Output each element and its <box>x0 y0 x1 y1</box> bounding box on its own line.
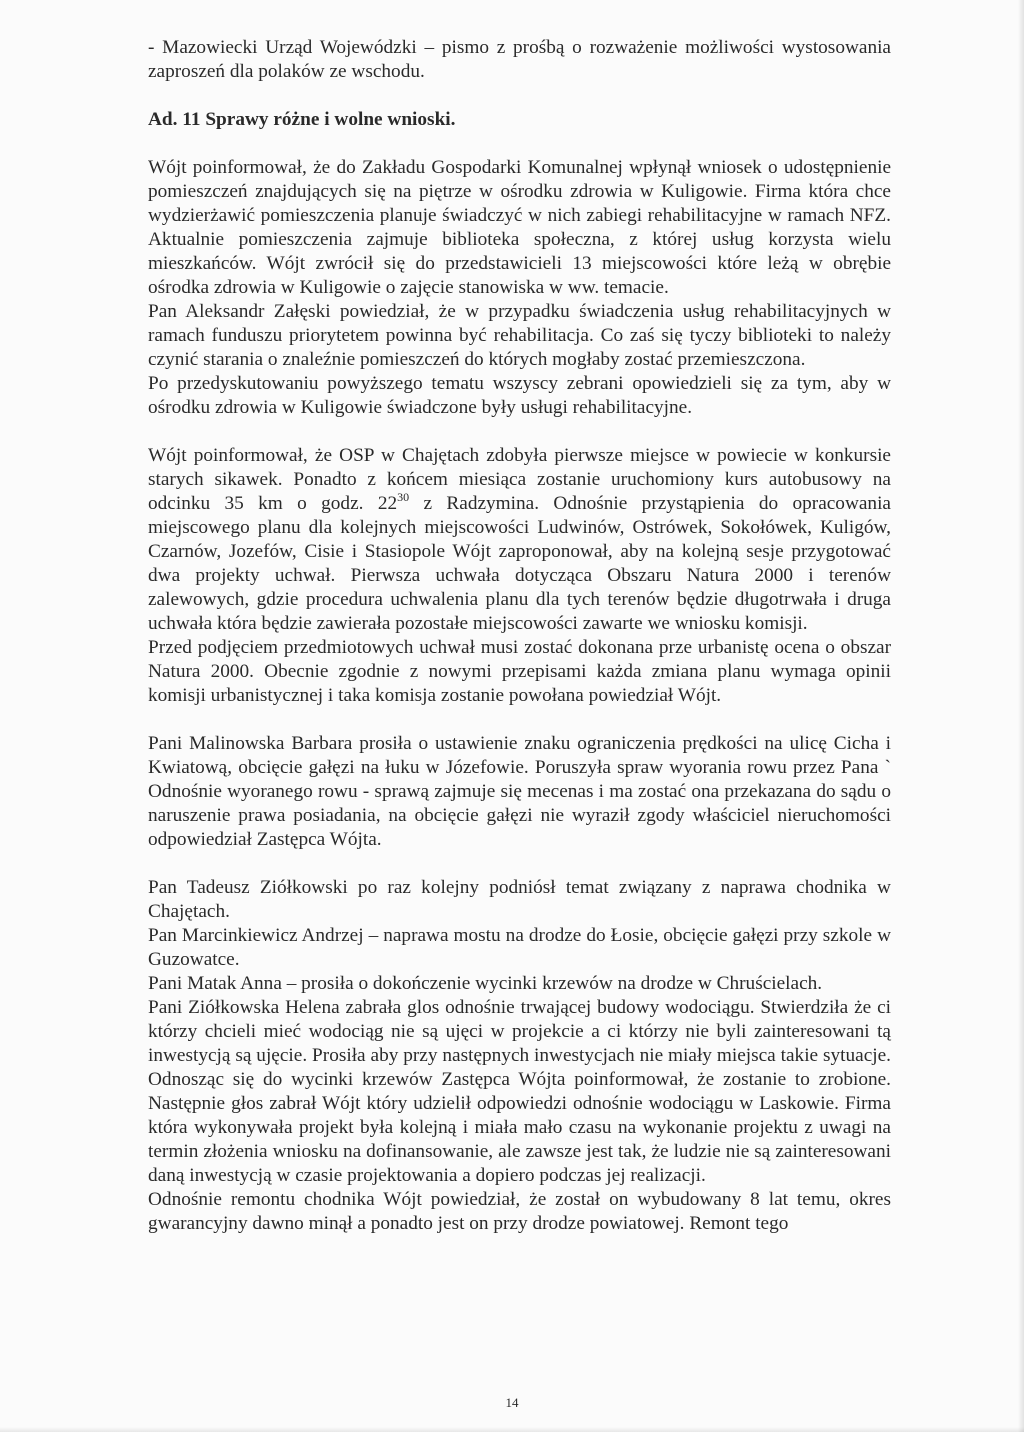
paragraph-malinowska: Pani Malinowska Barbara prosiła o ustawienie znaku ograniczenia prędkości na ulicę Cicha i Kwiatową, obcięcie gałęzi na łuku w Józefowie. Poruszyła spraw wyorania rowu przez Pana ` Odnośnie wyoranego rowu - sprawą zajmuje się mecenas i ma zostać ona przekazana do sądu o naruszenie prawa posiadania, na obcięcie gałęzi nie wyraził zgody właściciel nieruchomości odpowiedział Zastępca Wójta. <box>148 733 891 850</box>
paragraph-ziolkowski: Pan Tadeusz Ziółkowski po raz kolejny podniósł temat związany z naprawa chodnika w Chajętach. <box>148 877 891 922</box>
paragraph-zaleski: Pan Aleksandr Załęski powiedział, że w przypadku świadczenia usług rehabilitacyjnych w ramach funduszu priorytetem powinna być rehabilitacja. Co zaś się tyczy biblioteki to należy czynić starania o znaleźnie pomieszczeń do których mogłaby zostać przemieszczona. <box>148 301 891 370</box>
paragraph-marcinkiewicz: Pan Marcinkiewicz Andrzej – naprawa mostu na drodze do Łosie, obcięcie gałęzi przy szkole w Guzowatce. <box>148 925 891 970</box>
page-bottom-shadow <box>0 1427 1024 1432</box>
paragraph-osp-and-plans <box>148 444 891 636</box>
paragraph-mazowiecki: - Mazowiecki Urząd Wojewódzki – pismo z prośbą o rozważenie możliwości wystosowania zaproszeń dla polaków ze wschodu. <box>148 37 891 82</box>
paragraph-osp-part2: z Radzymina. Odnośnie przystąpienia do opracowania miejscowego planu dla kolejnych miejscowości Ludwinów, Ostrówek, Sokołówek, Kuligów, Czarnów, Jozefów, Cisie i Stasiopole Wójt zaproponował, aby na kolejną sesje przygotować dwa projekty uchwał. Pierwsza uchwała dotycząca Obszaru Natura 2000 i terenów zalewowych, gdzie procedura uchwalenia planu dla tych terenów będzie długotrwała i druga uchwała która będzie zawierała pozostałe miejscowości zawarte we wniosku komisji. <box>148 493 891 634</box>
time-superscript: 30 <box>397 490 410 504</box>
paragraph-natura-assessment: Przed podjęciem przedmiotowych uchwał musi zostać dokonana prze urbanistę ocena o obszar Natura 2000. Obecnie zgodnie z nowymi przepisami każda zmiana planu wymaga opinii komisji urbanistycznej i taka komisja zostanie powołana powiedział Wójt. <box>148 637 891 706</box>
paragraph-matak: Pani Matak Anna – prosiła o dokończenie wycinki krzewów na drodze w Chruścielach. <box>148 973 823 994</box>
document-body <box>148 36 891 1236</box>
paragraph-sidewalk-repair: Odnośnie remontu chodnika Wójt powiedział, że został on wybudowany 8 lat temu, okres gwarancyjny dawno minął a ponadto jest on przy drodze powiatowej. Remont tego <box>148 1189 891 1234</box>
page-number: 14 <box>505 1395 519 1410</box>
page-edge-shadow <box>1018 0 1024 1432</box>
paragraph-decision: Po przedyskutowaniu powyższego tematu wszyscy zebrani opowiedzieli się za tym, aby w ośrodku zdrowia w Kuligowie świadczone były usługi rehabilitacyjne. <box>148 373 891 418</box>
paragraph-ziolkowska: Pani Ziółkowska Helena zabrała glos odnośnie trwającej budowy wodociągu. Stwierdziła że ci którzy chcieli mieć wodociąg nie są ujęci w projekcie a ci którzy nie byli zainteresowani tą inwestycją są ujęcie. Prosiła aby przy następnych inwestycjach nie miały miejsca takie sytuacje. Odnosząc się do wycinki krzewów Zastępca Wójta poinformował, że zostanie to zrobione. Następnie głos zabrał Wójt który udzielił odpowiedzi odnośnie wodociągu w Laskowie. Firma która wykonywała projekt była kolejną i miała mało czasu na wykonanie projektu z uwagi na termin złożenia wniosku na dofinansowanie, ale zawsze jest tak, że ludzie nie są zainteresowani daną inwestycją w czasie projektowania a dopiero podczas jej realizacji. <box>148 997 891 1186</box>
paragraph-osp-part1: Wójt poinformował, że OSP w Chajętach zdobyła pierwsze miejsce w powiecie w konkursie starych sikawek. Ponadto z końcem miesiąca zostanie uruchomiony kurs autobusowy na odcinku 35 km o godz. 22 <box>148 445 891 514</box>
section-heading: Ad. 11 Sprawy różne i wolne wnioski. <box>148 109 456 130</box>
paragraph-zgk-request: Wójt poinformował, że do Zakładu Gospodarki Komunalnej wpłynął wniosek o udostępnienie pomieszczeń znajdujących się na piętrze w ośrodku zdrowia w Kuligowie. Firma która chce wydzierżawić pomieszczenia planuje świadczyć w nich zabiegi rehabilitacyjne w ramach NFZ. Aktualnie pomieszczenia zajmuje biblioteka społeczna, z której usług korzysta wielu mieszkańców. Wójt zwrócił się do przedstawicieli 13 miejscowości które leżą w obrębie ośrodka zdrowia w Kuligowie o zajęcie stanowiska w ww. temacie. <box>148 157 891 298</box>
